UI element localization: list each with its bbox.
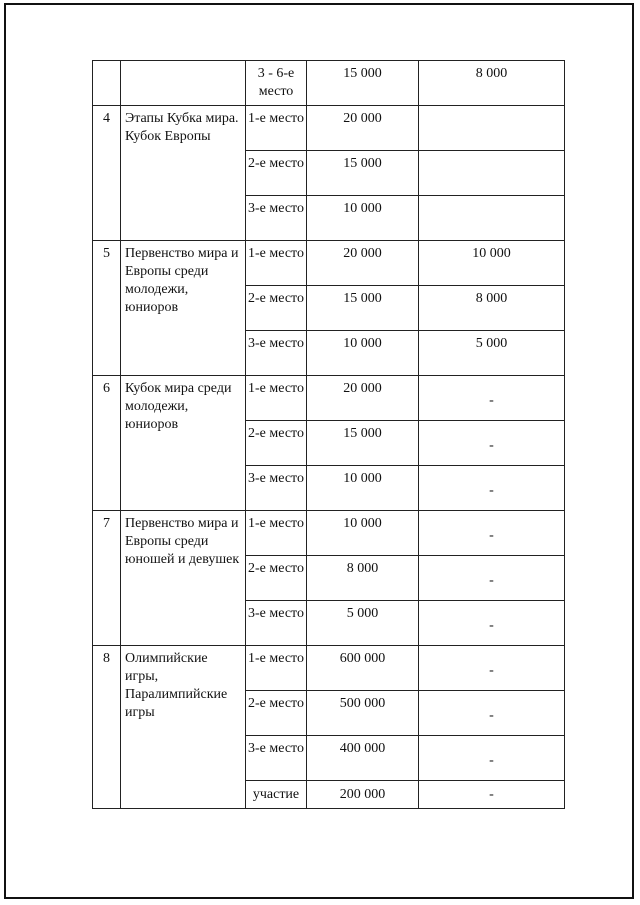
place-cell: 2-е место — [246, 286, 307, 331]
coach-prize-amount: 8 000 — [419, 61, 565, 106]
prize-amount: 10 000 — [307, 466, 419, 511]
coach-prize-amount: - — [419, 466, 565, 511]
table-row — [93, 61, 565, 106]
event-name: Олимпийские игры, Паралимпийские игры — [121, 646, 246, 809]
prize-amount: 600 000 — [307, 646, 419, 691]
coach-prize-amount: - — [419, 601, 565, 646]
coach-prize-amount: - — [419, 511, 565, 556]
table-row — [93, 376, 565, 421]
place-cell: участие — [246, 781, 307, 809]
coach-prize-amount — [419, 151, 565, 196]
table-row — [93, 646, 565, 691]
prize-table — [92, 60, 565, 809]
prize-amount: 500 000 — [307, 691, 419, 736]
place-cell: 1-е место — [246, 511, 307, 556]
coach-prize-amount: 5 000 — [419, 331, 565, 376]
row-number: 4 — [93, 106, 121, 241]
prize-amount: 400 000 — [307, 736, 419, 781]
place-cell: 1-е место — [246, 106, 307, 151]
place-cell: 2-е место — [246, 151, 307, 196]
place-cell: 3-е место — [246, 601, 307, 646]
place-cell: 1-е место — [246, 646, 307, 691]
event-name: Первенство мира и Европы среди юношей и девушек — [121, 511, 246, 646]
place-cell: 3 - 6-е место — [246, 61, 307, 106]
event-name: Первенство мира и Европы среди молодежи, юниоров — [121, 241, 246, 376]
event-name — [121, 61, 246, 106]
event-name: Этапы Кубка мира. Кубок Европы — [121, 106, 246, 241]
place-cell: 2-е место — [246, 421, 307, 466]
row-number: 6 — [93, 376, 121, 511]
coach-prize-amount: - — [419, 781, 565, 809]
event-name: Кубок мира среди молодежи, юниоров — [121, 376, 246, 511]
place-cell: 3-е место — [246, 196, 307, 241]
place-cell: 3-е место — [246, 466, 307, 511]
prize-amount: 10 000 — [307, 331, 419, 376]
table-row — [93, 106, 565, 151]
prize-amount: 20 000 — [307, 241, 419, 286]
row-number — [93, 61, 121, 106]
place-cell: 1-е место — [246, 376, 307, 421]
prize-amount: 10 000 — [307, 196, 419, 241]
coach-prize-amount: - — [419, 376, 565, 421]
table-row — [93, 241, 565, 286]
coach-prize-amount: 8 000 — [419, 286, 565, 331]
place-cell: 2-е место — [246, 691, 307, 736]
coach-prize-amount: - — [419, 691, 565, 736]
coach-prize-amount: - — [419, 736, 565, 781]
prize-amount: 15 000 — [307, 286, 419, 331]
prize-amount: 200 000 — [307, 781, 419, 809]
row-number: 5 — [93, 241, 121, 376]
prize-amount: 15 000 — [307, 421, 419, 466]
coach-prize-amount: 10 000 — [419, 241, 565, 286]
table-row — [93, 511, 565, 556]
coach-prize-amount: - — [419, 646, 565, 691]
place-cell: 2-е место — [246, 556, 307, 601]
coach-prize-amount: - — [419, 556, 565, 601]
prize-amount: 8 000 — [307, 556, 419, 601]
prize-amount: 10 000 — [307, 511, 419, 556]
row-number: 7 — [93, 511, 121, 646]
prize-amount: 15 000 — [307, 61, 419, 106]
coach-prize-amount: - — [419, 421, 565, 466]
place-cell: 1-е место — [246, 241, 307, 286]
coach-prize-amount — [419, 106, 565, 151]
place-cell: 3-е место — [246, 331, 307, 376]
prize-amount: 20 000 — [307, 376, 419, 421]
place-cell: 3-е место — [246, 736, 307, 781]
prize-amount: 5 000 — [307, 601, 419, 646]
row-number: 8 — [93, 646, 121, 809]
prize-amount: 20 000 — [307, 106, 419, 151]
prize-amount: 15 000 — [307, 151, 419, 196]
coach-prize-amount — [419, 196, 565, 241]
